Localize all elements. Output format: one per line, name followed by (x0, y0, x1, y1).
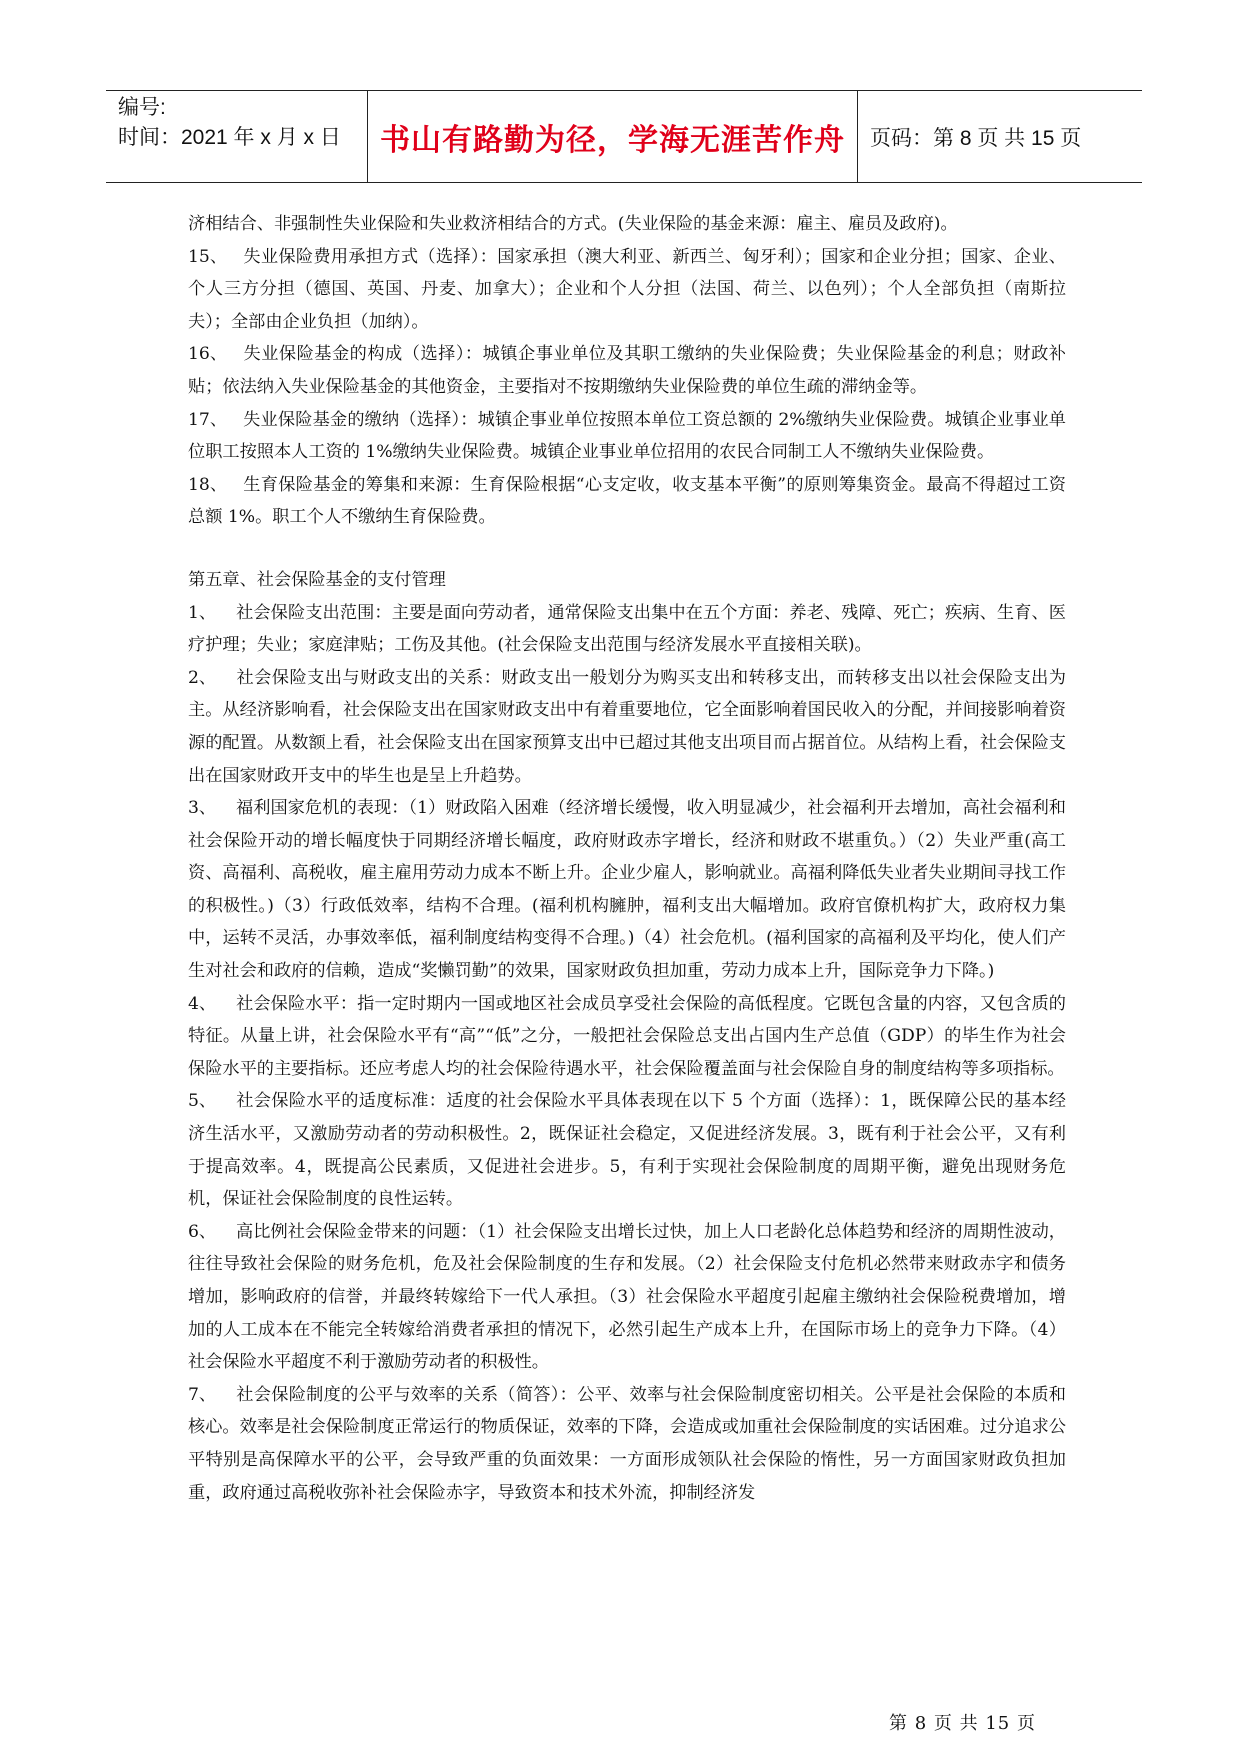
page-label: 页码：第 8 页 共 15 页 (870, 126, 1082, 150)
item-number: 2、 (188, 667, 217, 688)
list-item (188, 662, 1066, 792)
item-number: 3、 (188, 798, 217, 819)
item-number: 16、 (188, 344, 228, 365)
list-item (188, 404, 1066, 469)
document-body (188, 208, 1066, 1509)
item-text: 失业保险基金的构成（选择）：城镇企事业单位及其职工缴纳的失业保险费；失业保险基金的利息；财政补贴；依法纳入失业保险基金的其他资金，主要指对不按期缴纳失业保险费的单位生疏的滞纳金等。 (188, 344, 1066, 397)
list-item (188, 597, 1066, 662)
list-item (188, 988, 1066, 1086)
item-text: 失业保险基金的缴纳（选择）：城镇企事业单位按照本单位工资总额的 2%缴纳失业保险费。城镇企业事业单位职工按照本人工资的 1%缴纳失业保险费。城镇企业事业单位招用的农民合同制工人不缴纳失业保险费。 (188, 409, 1066, 463)
item-text: 社会保险水平的适度标准：适度的社会保险水平具体表现在以下 5 个方面（选择）：1，既保障公民的基本经济生活水平，又激励劳动者的劳动积极性。2，既保证社会稳定，又促进经济发展。3，既有利于社会公平，又有利于提高效率。4，既提高公民素质，又促进社会进步。5，有利于实现社会保险制度的周期平衡，避免出现财务危机，保证社会保险制度的良性运转。 (188, 1091, 1066, 1210)
item-number: 5、 (188, 1091, 217, 1112)
item-text: 社会保险支出范围：主要是面向劳动者，通常保险支出集中在五个方面：养老、残障、死亡；疾病、生育、医疗护理；失业；家庭津贴；工伤及其他。(社会保险支出范围与经济发展水平直接相关联)。 (188, 602, 1066, 656)
time-label: 时间：2021 年 x 月 x 日 (118, 126, 341, 149)
intro-paragraph: 济相结合、非强制性失业保险和失业救济相结合的方式。(失业保险的基金来源：雇主、雇员及政府)。 (188, 214, 958, 234)
item-text: 高比例社会保险金带来的问题：（1）社会保险支出增长过快，加上人口老龄化总体趋势和经济的周期性波动，往往导致社会保险的财务危机，危及社会保险制度的生存和发展。（2）社会保险支付危机必然带来财政赤字和债务增加，影响政府的信誉，并最终转嫁给下一代人承担。（3）社会保险水平超度引起雇主缴纳社会保险税费增加，增加的人工成本在不能完全转嫁给消费者承担的情况下，必然引起生产成本上升，在国际市场上的竞争力下降。（4）社会保险水平超度不利于激励劳动者的积极性。 (188, 1221, 1066, 1373)
item-number: 15、 (188, 246, 228, 267)
item-text: 社会保险水平：指一定时期内一国或地区社会成员享受社会保险的高低程度。它既包含量的内容，又包含质的特征。从量上讲，社会保险水平有“高”“低”之分，一般把社会保险总支出占国内生产总值（GDP）的毕生作为社会保险水平的主要指标。还应考虑人均的社会保险待遇水平，社会保险覆盖面与社会保险自身的制度结构等多项指标。 (188, 993, 1066, 1079)
item-number: 18、 (188, 474, 228, 495)
page-header (106, 90, 1142, 183)
item-number: 1、 (188, 602, 217, 623)
item-text: 社会保险制度的公平与效率的关系（简答）：公平、效率与社会保险制度密切相关。公平是社会保险的本质和核心。效率是社会保险制度正常运行的物质保证，效率的下降，会造成或加重社会保险制度的实话困难。过分追求公平特别是高保障水平的公平，会导致严重的负面效果：一方面形成领队社会保险的惰性，另一方面国家财政负担加重，政府通过高税收弥补社会保险赤字，导致资本和技术外流，抑制经济发 (188, 1384, 1066, 1503)
list-item (188, 1379, 1066, 1509)
item-number: 17、 (188, 409, 228, 430)
list-item (188, 338, 1066, 403)
motto: 书山有路勤为径，学海无涯苦作舟 (368, 91, 858, 182)
list-item (188, 1216, 1066, 1379)
list-item (188, 469, 1066, 534)
item-text: 生育保险基金的筹集和来源：生育保险根据“心支定收，收支基本平衡”的原则筹集资金。最高不得超过工资总额 1%。职工个人不缴纳生育保险费。 (188, 474, 1066, 528)
item-text: 福利国家危机的表现：（1）财政陷入困难（经济增长缓慢，收入明显减少，社会福利开去增加，高社会福利和社会保险开动的增长幅度快于同期经济增长幅度，政府财政赤字增长，经济和财政不堪重负。）（2）失业严重(高工资、高福利、高税收，雇主雇用劳动力成本不断上升。企业少雇人，影响就业。高福利降低失业者失业期间寻找工作的积极性。)（3）行政低效率，结构不合理。(福利机构臃肿，福利支出大幅增加。政府官僚机构扩大，政府权力集中，运转不灵活，办事效率低，福利制度结构变得不合理。)（4）社会危机。(福利国家的高福利及平均化，使人们产生对社会和政府的信赖，造成“奖懒罚勤”的效果，国家财政负担加重，劳动力成本上升，国际竞争力下降。) (188, 798, 1066, 982)
item-number: 7、 (188, 1384, 217, 1405)
list-item (188, 1085, 1066, 1215)
chapter-title: 第五章、社会保险基金的支付管理 (188, 569, 446, 590)
item-text: 社会保险支出与财政支出的关系：财政支出一般划分为购买支出和转移支出，而转移支出以社会保险支出为主。从经济影响看，社会保险支出在国家财政支出中有着重要地位，它全面影响着国民收入的分配，并间接影响着资源的配置。从数额上看，社会保险支出在国家预算支出中已超过其他支出项目而占据首位。从结构上看，社会保险支出在国家财政开支中的毕生也是呈上升趋势。 (188, 667, 1066, 786)
serial-label: 编号: (118, 96, 166, 119)
header-left-cell (106, 91, 368, 182)
list-item (188, 241, 1066, 339)
item-text: 失业保险费用承担方式（选择）：国家承担（澳大利亚、新西兰、匈牙利）；国家和企业分担；国家、企业、个人三方分担（德国、英国、丹麦、加拿大）；企业和个人分担（法国、荷兰、以色列）；个人全部负担（南斯拉夫）；全部由企业负担（加纳）。 (188, 246, 1066, 332)
page-footer: 第 8 页 共 15 页 (889, 1713, 1036, 1734)
list-item (188, 792, 1066, 988)
item-number: 6、 (188, 1221, 217, 1242)
item-number: 4、 (188, 993, 217, 1014)
